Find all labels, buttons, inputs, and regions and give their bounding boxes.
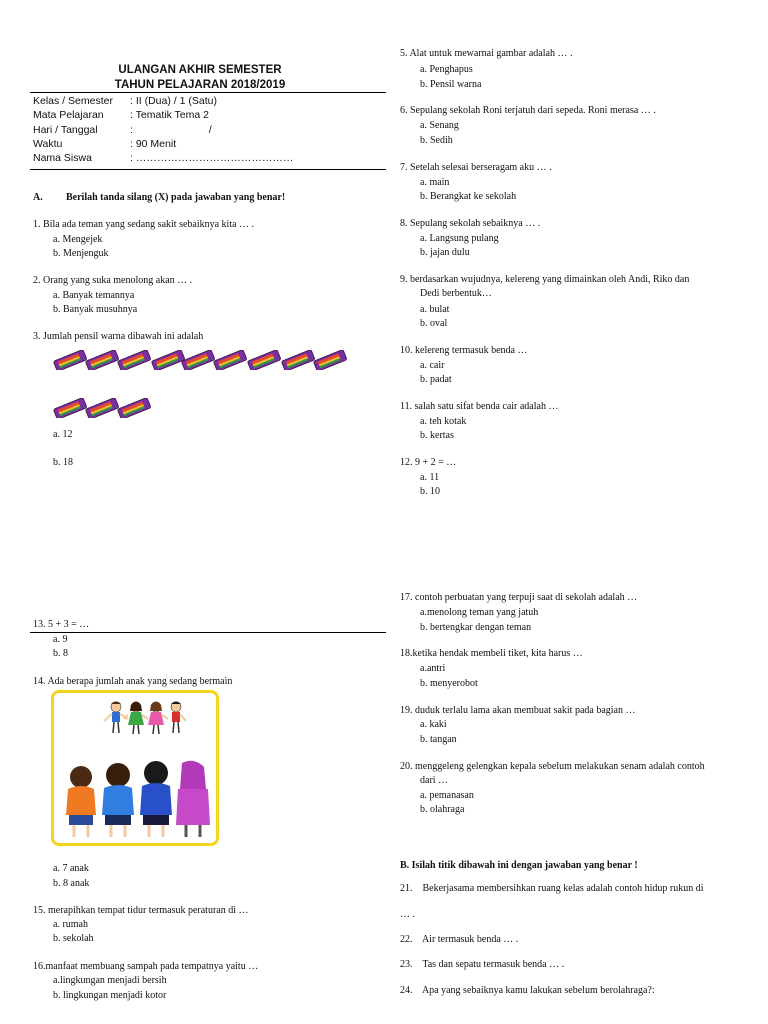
question-1: 1. Bila ada teman yang sedang sakit sebaiknya kita … . — [33, 219, 255, 230]
field-label: Waktu — [33, 138, 63, 150]
question-12: 12. 9 + 2 = … — [400, 457, 457, 468]
pencil-box-icon — [84, 350, 120, 370]
field-value: : Tematik Tema 2 — [130, 109, 209, 121]
children-icon — [54, 693, 216, 843]
pencil-box-icon — [280, 350, 316, 370]
option-a: a. bulat — [420, 304, 450, 315]
pencil-box-icon — [52, 350, 88, 370]
option-a: a.menolong teman yang jatuh — [420, 607, 539, 618]
option-b: b. jajan dulu — [420, 247, 470, 258]
section-a-instruction: Berilah tanda silang (X) pada jawaban yang benar! — [66, 192, 286, 203]
option-a: a. Senang — [420, 120, 459, 131]
essay-question-21: 21. Bekerjasama membersihkan ruang kelas adalah contoh hidup rukun di — [400, 883, 704, 894]
option-a: a. 12 — [53, 429, 73, 440]
exam-title: ULANGAN AKHIR SEMESTER — [118, 64, 282, 76]
question-19: 19. duduk terlalu lama akan membuat sakit pada bagian … — [400, 705, 636, 716]
field-label: Hari / Tanggal — [33, 124, 98, 136]
pencil-box-icon — [116, 398, 152, 418]
section-b-instruction: B. Isilah titik dibawah ini dengan jawaban yang benar ! — [400, 860, 638, 871]
option-b: b. padat — [420, 374, 452, 385]
field-label: Nama Siswa — [33, 152, 92, 164]
question-11: 11. salah satu sifat benda cair adalah … — [400, 401, 559, 412]
header-top-rule — [30, 92, 386, 93]
option-a: a. Mengejek — [53, 234, 103, 245]
pencil-box-icon — [52, 398, 88, 418]
option-a: a.antri — [420, 663, 446, 674]
option-b: b. kertas — [420, 430, 454, 441]
essay-question-24: 24. Apa yang sebaiknya kamu lakukan sebelum berolahraga?: — [400, 985, 655, 996]
pencil-box-icon — [312, 350, 348, 370]
option-b: b. olahraga — [420, 804, 465, 815]
header-bottom-rule — [30, 169, 386, 170]
question-8: 8. Sepulang sekolah sebaiknya … . — [400, 218, 541, 229]
option-b: b. tangan — [420, 734, 457, 745]
field-value: : 90 Menit — [130, 138, 177, 150]
option-b: b. Sedih — [420, 135, 453, 146]
pencil-box-icon — [246, 350, 282, 370]
field-value: : II (Dua) / 1 (Satu) — [130, 95, 217, 107]
question-20-continued: dari … — [420, 775, 449, 786]
question-9-continued: Dedi berbentuk… — [420, 288, 492, 299]
option-b: b. 8 — [53, 648, 68, 659]
essay-question-23: 23. Tas dan sepatu termasuk benda … . — [400, 959, 565, 970]
question-14: 14. Ada berapa jumlah anak yang sedang bermain — [33, 676, 233, 687]
option-a: a. Langsung pulang — [420, 233, 499, 244]
question-15: 15. merapihkan tempat tidur termasuk peraturan di … — [33, 905, 249, 916]
exam-year: TAHUN PELAJARAN 2018/2019 — [114, 79, 286, 91]
question-18: 18.ketika hendak membeli tiket, kita harus … — [400, 648, 583, 659]
option-b: b. Berangkat ke sekolah — [420, 191, 517, 202]
field-label: Kelas / Semester — [33, 95, 113, 107]
pencil-box-icon — [180, 350, 216, 370]
option-b: b. 10 — [420, 486, 440, 497]
option-a: a.lingkungan menjadi bersih — [53, 975, 167, 986]
option-b: b. Banyak musuhnya — [53, 304, 138, 315]
question-9: 9. berdasarkan wujudnya, kelereng yang dimainkan oleh Andi, Riko dan — [400, 274, 690, 285]
pencil-box-icon — [116, 350, 152, 370]
question-20: 20. menggeleng gelengkan kepala sebelum melakukan senam adalah contoh — [400, 761, 705, 772]
option-a: a. cair — [420, 360, 445, 371]
option-a: a. 7 anak — [53, 863, 89, 874]
option-a: a. Banyak temannya — [53, 290, 135, 301]
option-b: b. Menjenguk — [53, 248, 109, 259]
question-16: 16.manfaat membuang sampah pada tempatnya yaitu … — [33, 961, 259, 972]
option-a: a. 9 — [53, 634, 68, 645]
question-17: 17. contoh perbuatan yang terpuji saat di sekolah adalah … — [400, 592, 638, 603]
option-a: a. 11 — [420, 472, 440, 483]
option-b: b. lingkungan menjadi kotor — [53, 990, 167, 1001]
page-break-rule — [30, 632, 386, 633]
option-b: b. menyerobot — [420, 678, 478, 689]
question-2: 2. Orang yang suka menolong akan … . — [33, 275, 193, 286]
question-3: 3. Jumlah pensil warna dibawah ini adalah — [33, 331, 204, 342]
option-b: b. Pensil warna — [420, 79, 482, 90]
field-label: Mata Pelajaran — [33, 109, 104, 121]
option-a: a. kaki — [420, 719, 447, 730]
option-a: a. rumah — [53, 919, 88, 930]
option-b: b. sekolah — [53, 933, 94, 944]
option-a: a. pemanasan — [420, 790, 474, 801]
option-b: b. 18 — [53, 457, 73, 468]
option-a: a. main — [420, 177, 450, 188]
pencil-box-icon — [212, 350, 248, 370]
option-a: a. Penghapus — [420, 64, 473, 75]
field-value: : ……………………………………… — [130, 152, 294, 164]
option-b: b. oval — [420, 318, 448, 329]
pencil-box-icon — [84, 398, 120, 418]
question-7: 7. Setelah selesai berseragam aku … . — [400, 162, 552, 173]
field-value: : / — [130, 124, 212, 136]
question-5: 5. Alat untuk mewarnai gambar adalah … . — [400, 48, 573, 59]
question-10: 10. kelereng termasuk benda … — [400, 345, 528, 356]
option-a: a. teh kotak — [420, 416, 467, 427]
essay-question-22: 22. Air termasuk benda … . — [400, 934, 519, 945]
question-13: 13. 5 + 3 = … — [33, 619, 90, 630]
option-b: b. bertengkar dengan teman — [420, 622, 532, 633]
option-b: b. 8 anak — [53, 878, 90, 889]
question-6: 6. Sepulang sekolah Roni terjatuh dari sepeda. Roni merasa … . — [400, 105, 656, 116]
section-a-letter: A. — [33, 192, 43, 203]
essay-question-21-continued: … . — [400, 909, 415, 920]
children-playing-illustration — [51, 690, 219, 846]
